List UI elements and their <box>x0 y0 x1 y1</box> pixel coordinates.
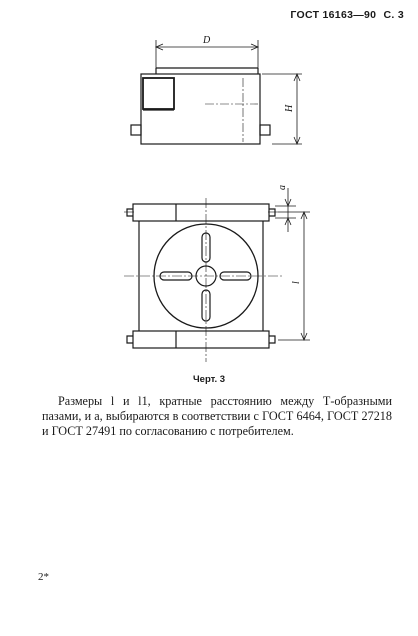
dim-label-l: l <box>291 281 302 284</box>
upper-view <box>131 40 302 144</box>
dim-label-a: a <box>277 185 288 190</box>
dim-label-h: H <box>284 104 295 112</box>
dim-label-d: D <box>203 35 211 46</box>
standard-number: ГОСТ 16163—90 <box>290 9 377 21</box>
plan-view <box>124 188 310 362</box>
figure-caption: Черт. 3 <box>192 374 226 385</box>
body-paragraph: Размеры l и l1, кратные расстоянию между Т-образными пазами, и a, выбираются в соответствии с ГОСТ 6464, ГОСТ 27218 и ГОСТ 27491 по согласованию с потребителем. <box>42 394 392 438</box>
sheet-marker: 2* <box>38 571 49 583</box>
page-number: С. 3 <box>383 9 404 21</box>
